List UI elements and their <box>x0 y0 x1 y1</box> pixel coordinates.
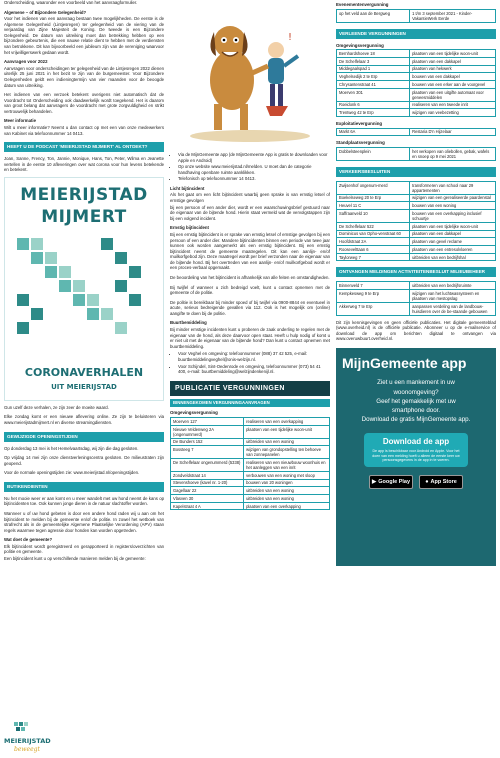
column-left <box>4 0 164 566</box>
table-cell-address: Chrysantenstraat 41 <box>337 81 410 89</box>
table-cell-description: uitbreiden van een woning <box>244 438 330 446</box>
wat-doet-title: Wat doet de gemeente? <box>4 537 53 543</box>
aanvragen-title: Aanvragen voor 2022 <box>4 59 48 65</box>
table-cell-description: uitbreiden van een bedrijfshal <box>410 253 496 261</box>
table-cell-address: Roosevelttaan 6 <box>337 246 410 254</box>
table-row <box>171 418 330 426</box>
app-store-button[interactable] <box>419 475 463 489</box>
poster-text: Elke zondag komt er een nieuwe aflevering online. Ze zijn te beluisteren via www.meierijstadmijmert.nl en diverse streamingdiensten. <box>4 414 164 425</box>
ernstig-title: Ernstig bijtincident <box>170 225 209 231</box>
table-row <box>171 495 330 503</box>
table-row <box>337 73 496 81</box>
logo-text: MEIERIJSTAD <box>4 736 51 745</box>
app-line: woonomgeving? <box>393 388 439 396</box>
buurt-text: Bij minder ernstige incidenten kunt u proberen de zaak onderling te regelen met de eigenaar van de hond, als deze daarvoor open staat. Heeft u hulp nodig of komt u er niet uit met de eigenaar van de bijtende hond? Dan kunt u contact opnemen met buurtbemiddeling. <box>170 327 330 349</box>
ernstig-text: Bij een ernstig bijtincident is er sprake van ernstig letsel of ernstige gevolgen bij een persoon of een ander dier. Mandere bijtincidenten binnen een periode van twee jaar kunnen ook worden aangemerkt als een ernstig bijtincident. Bij een ernstig bijtincident neemt de gemeente maatregelen. Dit kan een aanlijn- en/of muilkorfgebod zijn. Deze maatregel wordt per brief verzonden naar de eigenaar van de bijtende hond. Bij het overtreden van een aanlijn- en/of muilkorfgebod wordt er een proces-verbaal opgemaakt. <box>170 231 330 271</box>
table-cell-description: plaatsen van een dakkapel <box>410 230 496 238</box>
table-row <box>337 181 496 194</box>
table-cell-description: uitbreiden van een woning <box>244 495 330 503</box>
algemene-text: Voor het indienen van een aanvraag bestaan twee mogelijkheden. De eerste is de Algemene Gelegenheid (Lintjesregen) ter gelegenheid van de viering van de verjaardag van Zijne Majesteit de Koning. De tweede is een Bijzondere Gelegenheid. De datum van uitreiking moet dan betrekking hebben op een bijzondere gebeurtenis, die een nauwe relatie dient te hebben met de verdiensten van betrokkene. Dit kan bijvoorbeeld een jubileum zijn van de vereniging waarvoor het vrijwilligerswerk gedaan wordt. <box>4 16 164 55</box>
table-row <box>337 128 496 136</box>
table-cell-description: uitbreiden van een bedrijfsruimte <box>410 282 496 290</box>
openingstijden-header: GEWIJZIGDE OPENINGSTIJDEN <box>4 432 164 442</box>
store-badges <box>342 475 490 489</box>
table-cell-description: Restaria D'n Hijzelaar <box>410 128 496 136</box>
exploitatie-table <box>336 128 496 137</box>
table-row <box>171 487 330 495</box>
table-row <box>337 50 496 58</box>
table-cell-description: wijzigen van een gerealiseerde paardenstal <box>410 194 496 202</box>
table-row <box>337 302 496 315</box>
poster-title-1: MEIERIJSTAD <box>20 184 148 205</box>
buurt-list <box>178 351 330 374</box>
intro-text: Onderscheiding, waaronder een voorbeeld van het aanvraagformulier. <box>4 0 138 5</box>
table-cell-description: bouwen van een woning <box>410 202 496 210</box>
table-cell-address: Trentweg 42 te Erp <box>337 109 410 117</box>
table-cell-address: Markt 6A <box>337 128 410 136</box>
table-row <box>337 253 496 261</box>
table-cell-address: Hoofdstraat 2A <box>337 238 410 246</box>
butiken-text-2: Wanneer u of uw hond gebeten is door een andere hond raden wij u aan om het bijtincident te melden bij de gemeente en/of de politie. In zowel het wetboek van strafrecht als in de gemeentelijke Algemene Plaatselijke Verordening (APV) staan regels waarmee tegen agressie door honden kan worden opgetreden. <box>4 510 164 533</box>
standplaats-title: Standplaatsvergunning <box>336 140 385 146</box>
app-line: Geef het gemakkelijk met uw <box>376 397 456 405</box>
table-cell-address: Taylorweg 7 <box>337 253 410 261</box>
wat-doet-text: Elk bijtincident wordt geregistreerd en gerapporteerd in registers/overzichten van politie en gemeente. <box>4 543 164 555</box>
logo-mark-icon <box>12 720 32 734</box>
aanvragen-text: Aanvragen voor onderscheidingen ter gelegenheid van de Lintjesregen 2022 dienen uiterlijk 25 juni 2021 in het bezit te zijn van de burgemeester. Voor Bijzondere Gelegenheden geldt een indieningtermijn van vier maanden voor de beoogde datum van uitreiking. <box>4 65 164 88</box>
butiken-header: BUTIKENDIENTEN <box>4 482 164 492</box>
app-lines <box>342 378 490 424</box>
table-cell-description: het verkopen van oliebollen, gebak, wafels en snoep op 9 mei 2021 <box>410 148 496 161</box>
table-cell-address: Kempkesweg 9 te Erp <box>337 290 410 303</box>
binnengekomen-header: BINNENGEKOMEN VERGUNNINGAANVRAGEN <box>170 399 330 408</box>
exploitatie-title: Exploitatievergunning <box>336 120 383 126</box>
table-cell-description: plaatsen van een tijdelijke woon-unit <box>244 425 330 438</box>
download-app-desc: De app is beschikbaar voor Android en Apple. Voor het doen van een melding hoeft u alleen de eerste keer uw persoonsgegevens in de app in te voeren. <box>372 449 460 463</box>
table-row <box>337 109 496 117</box>
table-cell-address: Heuvel 11 C <box>337 202 410 210</box>
table-cell-address: Bossteeg 7 <box>171 446 244 459</box>
table-cell-description: bouwen van een overkapping inclusief schuurtje <box>410 210 496 223</box>
table-cell-address: De Schelfelaar 522 <box>337 222 410 230</box>
poster-title-3: CORONAVERHALEN <box>24 365 144 379</box>
table-cell-description: verbouwen van een woning met sloop <box>244 471 330 479</box>
table-cell-description: realiseren van een overkapping <box>244 418 330 426</box>
table-cell-description: wijzigen van veebezetting <box>410 109 496 117</box>
column-right <box>336 0 496 566</box>
table-cell-description: bouwen van een erker aan de voorgevel <box>410 81 496 89</box>
table-cell-description: plaatsen van een overkapping <box>244 502 330 510</box>
podcast-header: HEEFT U DE PODCAST 'MEIERIJSTAD MIJMERT' AL ONTDEKT? <box>4 142 164 152</box>
google-play-button[interactable] <box>369 475 413 489</box>
table-row <box>171 425 330 438</box>
table-row <box>171 471 330 479</box>
table-cell-address: Boekelseweg 20 te Erp <box>337 194 410 202</box>
politie-text: De politie is bereikbaar bij minder spoed of bij twijfel via 0900-8844 en eventueel in acute, serieus bedreigende gevallen via 112. Ook is het mogelijk om (online) aangifte te doen bij de politie. <box>170 299 330 316</box>
verkeers-table <box>336 181 496 262</box>
evenement-table <box>336 9 496 23</box>
ontvangen-header: ONTVANGEN MELDINGEN ACTIVITEITENBESLUIT MILIEUBEHEER <box>336 267 496 277</box>
table-cell-description: wijzigen van grondopstelling ten behoeve van zonnepanelen <box>244 446 330 459</box>
meierijstad-logo <box>2 720 51 754</box>
list-item: • Op onze website www.meierijstad.nl/melden. U moet dan de categorie handhaving openbare ruimte aanklikken. <box>178 164 330 175</box>
download-app-button[interactable] <box>364 433 468 467</box>
table-row <box>171 446 330 459</box>
table-row <box>171 502 330 510</box>
table-row <box>337 9 496 22</box>
table-row <box>337 81 496 89</box>
table-cell-description: transformeren van school naar 29 appartementen <box>410 181 496 194</box>
table-cell-description: bouwen van een dakkapel <box>410 73 496 81</box>
standplaats-table <box>336 147 496 161</box>
apple-icon: ● <box>425 478 429 485</box>
table-row <box>171 459 330 472</box>
table-row <box>337 88 496 101</box>
omgevings-title-right: Omgevingsvergunning <box>336 42 384 48</box>
verkeers-header: VERKEERSBESLUITEN <box>336 167 496 177</box>
omgevings-title-middle: Omgevingsvergunning <box>170 410 218 416</box>
list-item: • Voor Veghel en omgeving: telefoonnummer (088) 37 42 525, e-mail: buurtbemiddelingveghel@onis-welzijn.nl. <box>178 351 330 362</box>
licht-title: Licht bijtincident <box>170 185 205 191</box>
download-app-title: Download de app <box>382 436 450 446</box>
meer-title: Meer informatie <box>4 118 36 124</box>
poster-caption: Gun uzelf deze verhalen, ze zijn zeer de moeite waard. <box>4 404 109 410</box>
poster-graphic-icon <box>11 230 159 342</box>
table-cell-address: Bernhardshoeve 18 <box>337 50 410 58</box>
poster-title-4: UIT MEIERIJSTAD <box>51 382 117 391</box>
licht-text: Als het gaat om een licht bijtincident waarbij geen sprake is van ernstig letsel of ernstige gevolgen <box>170 192 330 204</box>
table-cell-description: plaatsen van hekwerk <box>410 65 496 73</box>
table-cell-description: 1 t/m 3 september 2021 - Kinder-VakantieWerk Eerde <box>410 9 496 22</box>
table-row <box>337 210 496 223</box>
table-row <box>337 101 496 109</box>
openingstijden-text-2: Op vrijdag 14 mei zijn onze dienstverleningscentra gesloten. De milieustraten zijn geopend. <box>4 455 164 466</box>
table-row <box>171 438 330 446</box>
wat-doet-text-2: Een bijtincident kunt u op verschillende manieren melden bij de gemeente: <box>4 556 146 562</box>
table-row <box>337 65 496 73</box>
table-cell-address: De Bunders 152 <box>171 438 244 446</box>
table-cell-address: Dobbelsteenplein <box>337 148 410 161</box>
table-row <box>171 479 330 487</box>
table-cell-address: Moerven 301 <box>337 88 410 101</box>
verleende-table <box>336 49 496 117</box>
table-row <box>337 194 496 202</box>
table-cell-description: aanpassen verdeling van de landbouw-huisdieren over de be-staande gebouwen <box>410 302 496 315</box>
table-cell-address: Akkerweg 7 te Erp <box>337 302 410 315</box>
table-cell-address: Kapelstraat 4 A <box>171 502 244 510</box>
licht-text-2: bij een persoon of een ander dier, wordt er een waarschuwingsbrief gestuurd naar de eigenaar van de bijtende hond. Hierin staat vermeld wat de vervolgstappen zijn bij een volgend incident. <box>170 204 330 221</box>
table-cell-address: Roeidonk 6 <box>337 101 410 109</box>
butiken-text-1: Nu het mooie weer er aan komt en u meer wandelt met uw hond neemt de kans op bijtincidenten toe. Ook kunnen jonge dieren in de natuur slachtoffer worden. <box>4 495 164 507</box>
table-row <box>337 230 496 238</box>
table-cell-address: Binnenveld 7 <box>337 282 410 290</box>
list-item: • Voor Schijndel, Sint-Oedenrode en omgeving, telefoonnummer (073) 54 41 400, e-mail: buurtbemiddeling@welzijndenkenijl.nl. <box>178 364 330 375</box>
table-cell-address: Dominicus van Opho-venstraat 60 <box>337 230 410 238</box>
table-row <box>337 282 496 290</box>
table-cell-description: realiseren van een nieuwbouw woonhuis en het aanleggen van een inrit <box>244 459 330 472</box>
table-cell-address: Vlasven 30 <box>171 495 244 503</box>
table-cell-address: Nieuwe Veldenweg 2A (ongenummerd) <box>171 425 244 438</box>
letsel-text: Bij twijfel of wanneer u zich bedreigd voelt, kunt u contact opnemen met de gemeente of de politie. <box>170 284 330 296</box>
app-title: MijnGemeente app <box>342 355 467 372</box>
table-cell-description: plaatsen van gevel reclame <box>410 238 496 246</box>
buurt-title: Buurtbemiddeling <box>170 320 207 326</box>
table-cell-description: plaatsen van een tijdelijke woon-unit <box>410 222 496 230</box>
table-cell-description: plaatsen van een dakkapel <box>410 57 496 65</box>
binnengekomen-table <box>170 417 330 510</box>
table-cell-address: Zwijsenhof ongenum-merd <box>337 181 410 194</box>
table-cell-description: plaatsen van een entresolvloeren <box>410 246 496 254</box>
openingstijden-text-1: Op donderdag 13 mei is het Hemelvaartsdag, wij zijn die dag gesloten. <box>4 445 139 451</box>
verleende-header: VERLEENDE VERGUNNINGEN <box>336 29 496 39</box>
table-cell-address: Moerven 127 <box>171 418 244 426</box>
table-cell-description: wijzigen van het luchtwassysteem en plaatsen van mestopslag <box>410 290 496 303</box>
table-row <box>337 238 496 246</box>
list-item: • Telefonisch op telefoonnummer 14 0413. <box>178 176 330 182</box>
table-cell-description: plaatsen van een uitgifte automaat voor geneesmiddelen <box>410 88 496 101</box>
meer-text: Wilt u meer informatie? Neemt u dan contact op met een van onze medewerkers van Kabinet via telefoonnummer 14 0413. <box>4 124 164 136</box>
dog-cartoon <box>170 0 330 146</box>
table-row <box>337 222 496 230</box>
beoordeling-text: De beoordeling van het bijtincident is afhankelijk van alle feiten en omstandigheden. <box>170 274 330 280</box>
app-line: Download de gratis MijnGemeente app. <box>361 416 471 424</box>
table-row <box>337 246 496 254</box>
podcast-text: Joan, Sanne, Frency, Ton, Jannie, Monique, Hans, Ton, Peter, Wilma en Jeanette vertellen in de eerste 10 afleveringen over wat corona voor hun levens betekende en betekent. <box>4 156 164 173</box>
google-play-label: Google Play <box>378 478 411 485</box>
app-store-label: App Store <box>430 478 457 485</box>
table-cell-address: Stevenshoeve (kavel nr. 1-20) <box>171 479 244 487</box>
table-cell-address: Gagellaar 22 <box>171 487 244 495</box>
melden-list <box>178 152 330 182</box>
poster-title-2: MIJMERT <box>41 206 127 227</box>
table-cell-address: De Schelfelaar 3 <box>337 57 410 65</box>
evenement-title: Evenementenvergunning <box>336 2 389 7</box>
algemene-title: Algemene – of Bijzondere Gelegenheid? <box>4 9 87 15</box>
table-row <box>337 202 496 210</box>
table-cell-description: bouwen van 20 woningen <box>244 479 330 487</box>
table-cell-address: Middegaalspad 1 <box>337 65 410 73</box>
podcast-poster[interactable] <box>4 177 164 401</box>
table-row <box>337 148 496 161</box>
table-cell-address: De Schelfelaar ongenummerd (5338) <box>171 459 244 472</box>
table-cell-description: plaatsen van een tijdelijke woon-unit <box>410 50 496 58</box>
table-cell-address: op het veld aan de Bergweg <box>337 9 410 22</box>
list-item: • Via de MijnGemeente app (de MijnGemeente App is gratis te downloaden voor Apple en Android) <box>178 152 330 163</box>
app-promo <box>336 348 496 566</box>
table-cell-address: Zondveldstraat 14 <box>171 471 244 479</box>
table-row <box>337 57 496 65</box>
table-cell-address: Veghelsedijk 2 te Erp <box>337 73 410 81</box>
table-row <box>337 290 496 303</box>
column-middle <box>170 0 330 514</box>
dog-cartoon-icon <box>170 0 330 146</box>
ontvangen-table <box>336 281 496 315</box>
logo-tagline: beweegt <box>14 746 40 754</box>
indienen-text: Het indienen van een verzoek betekent overigens niet automatisch dat de Voordracht tot Onderscheiding ook daadwerkelijk wordt toegekend. Het is daarom van groot belang dat aanvragers de voordracht met grote zorgvuldigheid en strikt vertrouwelijk behandelen. <box>4 92 164 114</box>
app-line: smartphone door. <box>391 407 441 415</box>
svg-text:!: ! <box>288 32 293 43</box>
google-play-icon: ▶ <box>371 478 377 485</box>
table-cell-description: realiseren van een tweede inrit <box>410 101 496 109</box>
outro-text: Dit zijn kennisgevingen en geen officiële publicaties. Het digitale gemeenteblad (www.overheid.nl) is de officiële publicatie. Abonneer u op de e-mailservice of download de app om berichten digitaal te ontvangen via www.overuwbuurt.overheid.nl. <box>336 319 496 342</box>
table-cell-description: uitbreiden van een woning <box>244 487 330 495</box>
openingstijden-text-3: Voor de normale openingstijden zie: www.meierijstad.nl/openingstijden. <box>4 470 140 476</box>
table-cell-address: Saffraanveld 10 <box>337 210 410 223</box>
app-line: Ziet u een mankement in uw <box>377 379 455 387</box>
publicatie-header: PUBLICATIE VERGUNNINGEN <box>170 381 330 396</box>
